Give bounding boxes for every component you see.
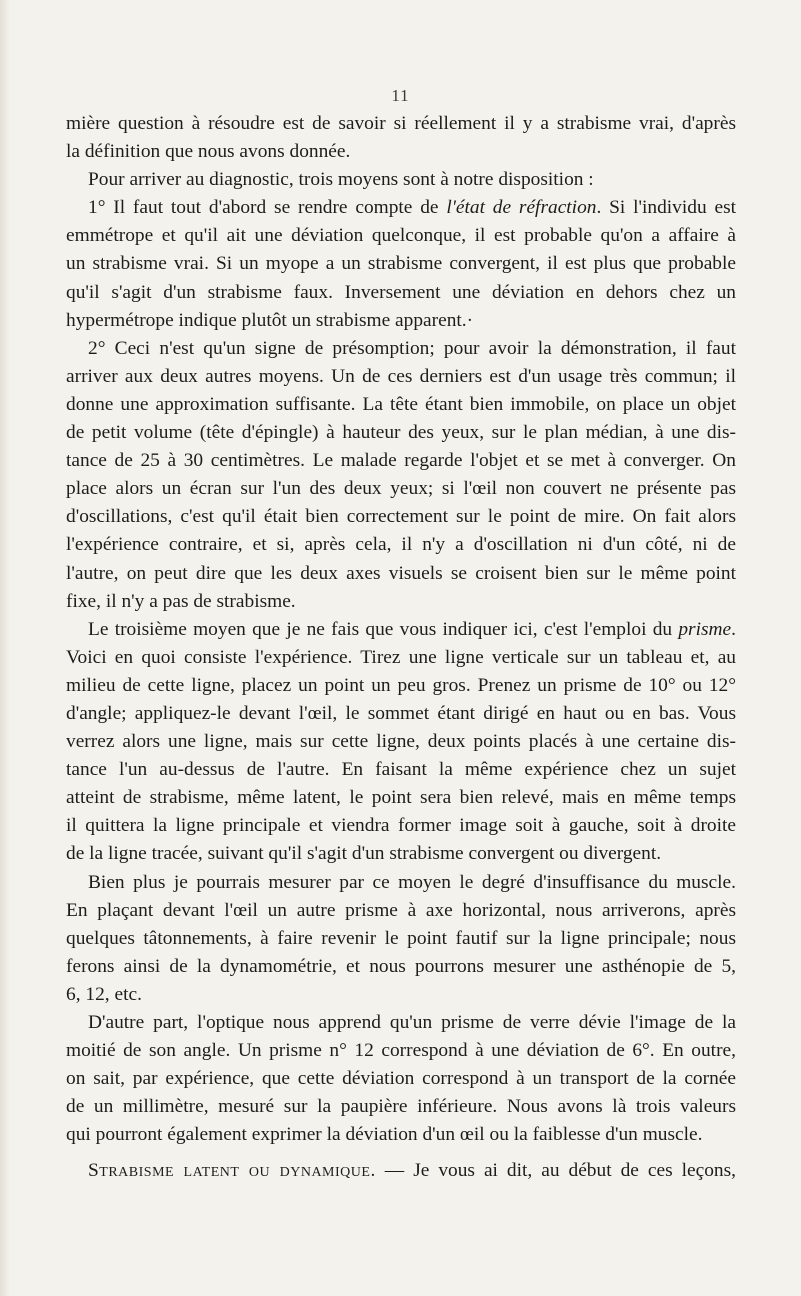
text-line: tance l'un au-dessus de l'autre. En faisant la même expérience chez un sujet — [66, 759, 736, 781]
section-gap — [66, 1149, 736, 1157]
text-line: En plaçant devant l'œil un autre prisme à axe horizontal, nous arriverons, après — [66, 899, 736, 921]
text-line: il quittera la ligne principale et viendra former image soit à gauche, soit à droite — [66, 815, 736, 837]
page-edge-shadow — [0, 0, 10, 1296]
text-line: d'oscillations, c'est qu'il était bien correctement sur le point de mire. On fait alors — [66, 506, 736, 528]
section-heading-line — [66, 1157, 736, 1185]
text-line: Pour arriver au diagnostic, trois moyens sont à notre disposition : — [88, 169, 594, 191]
body-text — [66, 110, 736, 1186]
section-heading: Strabisme latent ou dynamique. — [88, 1160, 376, 1182]
text-line: qu'il s'agit d'un strabisme faux. Inversement une déviation en dehors chez un — [66, 281, 736, 303]
page-number: 11 — [391, 86, 410, 105]
text-line: fixe, il n'y a pas de strabisme. — [66, 590, 296, 612]
em-dash: — — [384, 1160, 405, 1182]
text-line: moitié de son angle. Un prisme n° 12 correspond à une déviation de 6°. En outre, — [66, 1040, 736, 1062]
text-line: Bien plus je pourrais mesurer par ce moyen le degré d'insuffisance du muscle. — [88, 871, 736, 893]
text-line: 2° Ceci n'est qu'un signe de présomption; pour avoir la démonstration, il faut — [88, 337, 736, 359]
text-line: milieu de cette ligne, placez un point un peu gros. Prenez un prisme de 10° ou 12° — [66, 674, 736, 696]
text-line: donne une approximation suffisante. La tête étant bien immobile, on place un objet — [66, 393, 736, 415]
text-line: verrez alors une ligne, mais sur cette ligne, deux points placés à une certaine dis- — [66, 731, 736, 753]
text-line: Le troisième moyen que je ne fais que vous indiquer ici, c'est l'emploi du prisme. — [88, 618, 736, 640]
text-line: de un millimètre, mesuré sur la paupière inférieure. Nous avons là trois valeurs — [66, 1096, 736, 1118]
text-line: 1° Il faut tout d'abord se rendre compte de l'état de réfraction. Si l'individu est — [88, 197, 737, 219]
text-line: la définition que nous avons donnée. — [66, 141, 351, 163]
text-line: un strabisme vrai. Si un myope a un strabisme convergent, il est plus que probable — [66, 253, 736, 275]
text-line: de la ligne tracée, suivant qu'il s'agit d'un strabisme convergent ou divergent. — [66, 843, 662, 865]
text-line: Voici en quoi consiste l'expérience. Tirez une ligne verticale sur un tableau et, au — [66, 646, 736, 668]
text-line: ferons ainsi de la dynamométrie, et nous pourrons mesurer une asthénopie de 5, — [66, 955, 736, 977]
emphasis-text: prisme — [678, 618, 732, 640]
text-line: l'expérience contraire, et si, après cela, il n'y a d'oscillation ni d'un côté, ni de — [66, 534, 736, 556]
text-line: qui pourront également exprimer la déviation d'un œil ou la faiblesse d'un muscle. — [66, 1124, 703, 1146]
emphasis-text: l'état de réfraction — [446, 197, 597, 219]
text-line: atteint de strabisme, même latent, le point sera bien relevé, mais en même temps — [66, 787, 736, 809]
text-line: D'autre part, l'optique nous apprend qu'un prisme de verre dévie l'image de la — [88, 1012, 736, 1033]
text-line: emmétrope et qu'il ait une déviation quelconque, il est probable qu'on a affaire à — [66, 225, 736, 247]
text-line: hypermétrope indique plutôt un strabisme apparent.· — [66, 309, 474, 331]
text-line: place alors un écran sur l'un des deux yeux; si l'œil non couvert ne présente pas — [66, 478, 736, 500]
text-line: l'autre, on peut dire que les deux axes visuels se croisent bien sur le même point — [66, 562, 736, 584]
text-line: on sait, par expérience, que cette déviation correspond à un transport de la cornée — [66, 1068, 736, 1090]
text-line: quelques tâtonnements, à faire revenir le point fautif sur la ligne principale; nous — [66, 927, 736, 949]
text-line: 6, 12, etc. — [66, 983, 142, 1005]
text-line: d'angle; appliquez-le devant l'œil, le sommet étant dirigé en haut ou en bas. Vous — [66, 702, 736, 724]
text-line: de petit volume (tête d'épingle) à hauteur des yeux, sur le plan médian, à une dis- — [66, 422, 736, 444]
text-line: arriver aux deux autres moyens. Un de ces derniers est d'un usage très commun; il — [66, 365, 736, 387]
continuation-text: Je vous ai dit, au début de ces leçons, — [413, 1160, 736, 1182]
text-line: mière question à résoudre est de savoir si réellement il y a strabisme vrai, d'après — [66, 113, 736, 134]
text-line: tance de 25 à 30 centimètres. Le malade regarde l'objet et se met à converger. On — [66, 450, 736, 472]
